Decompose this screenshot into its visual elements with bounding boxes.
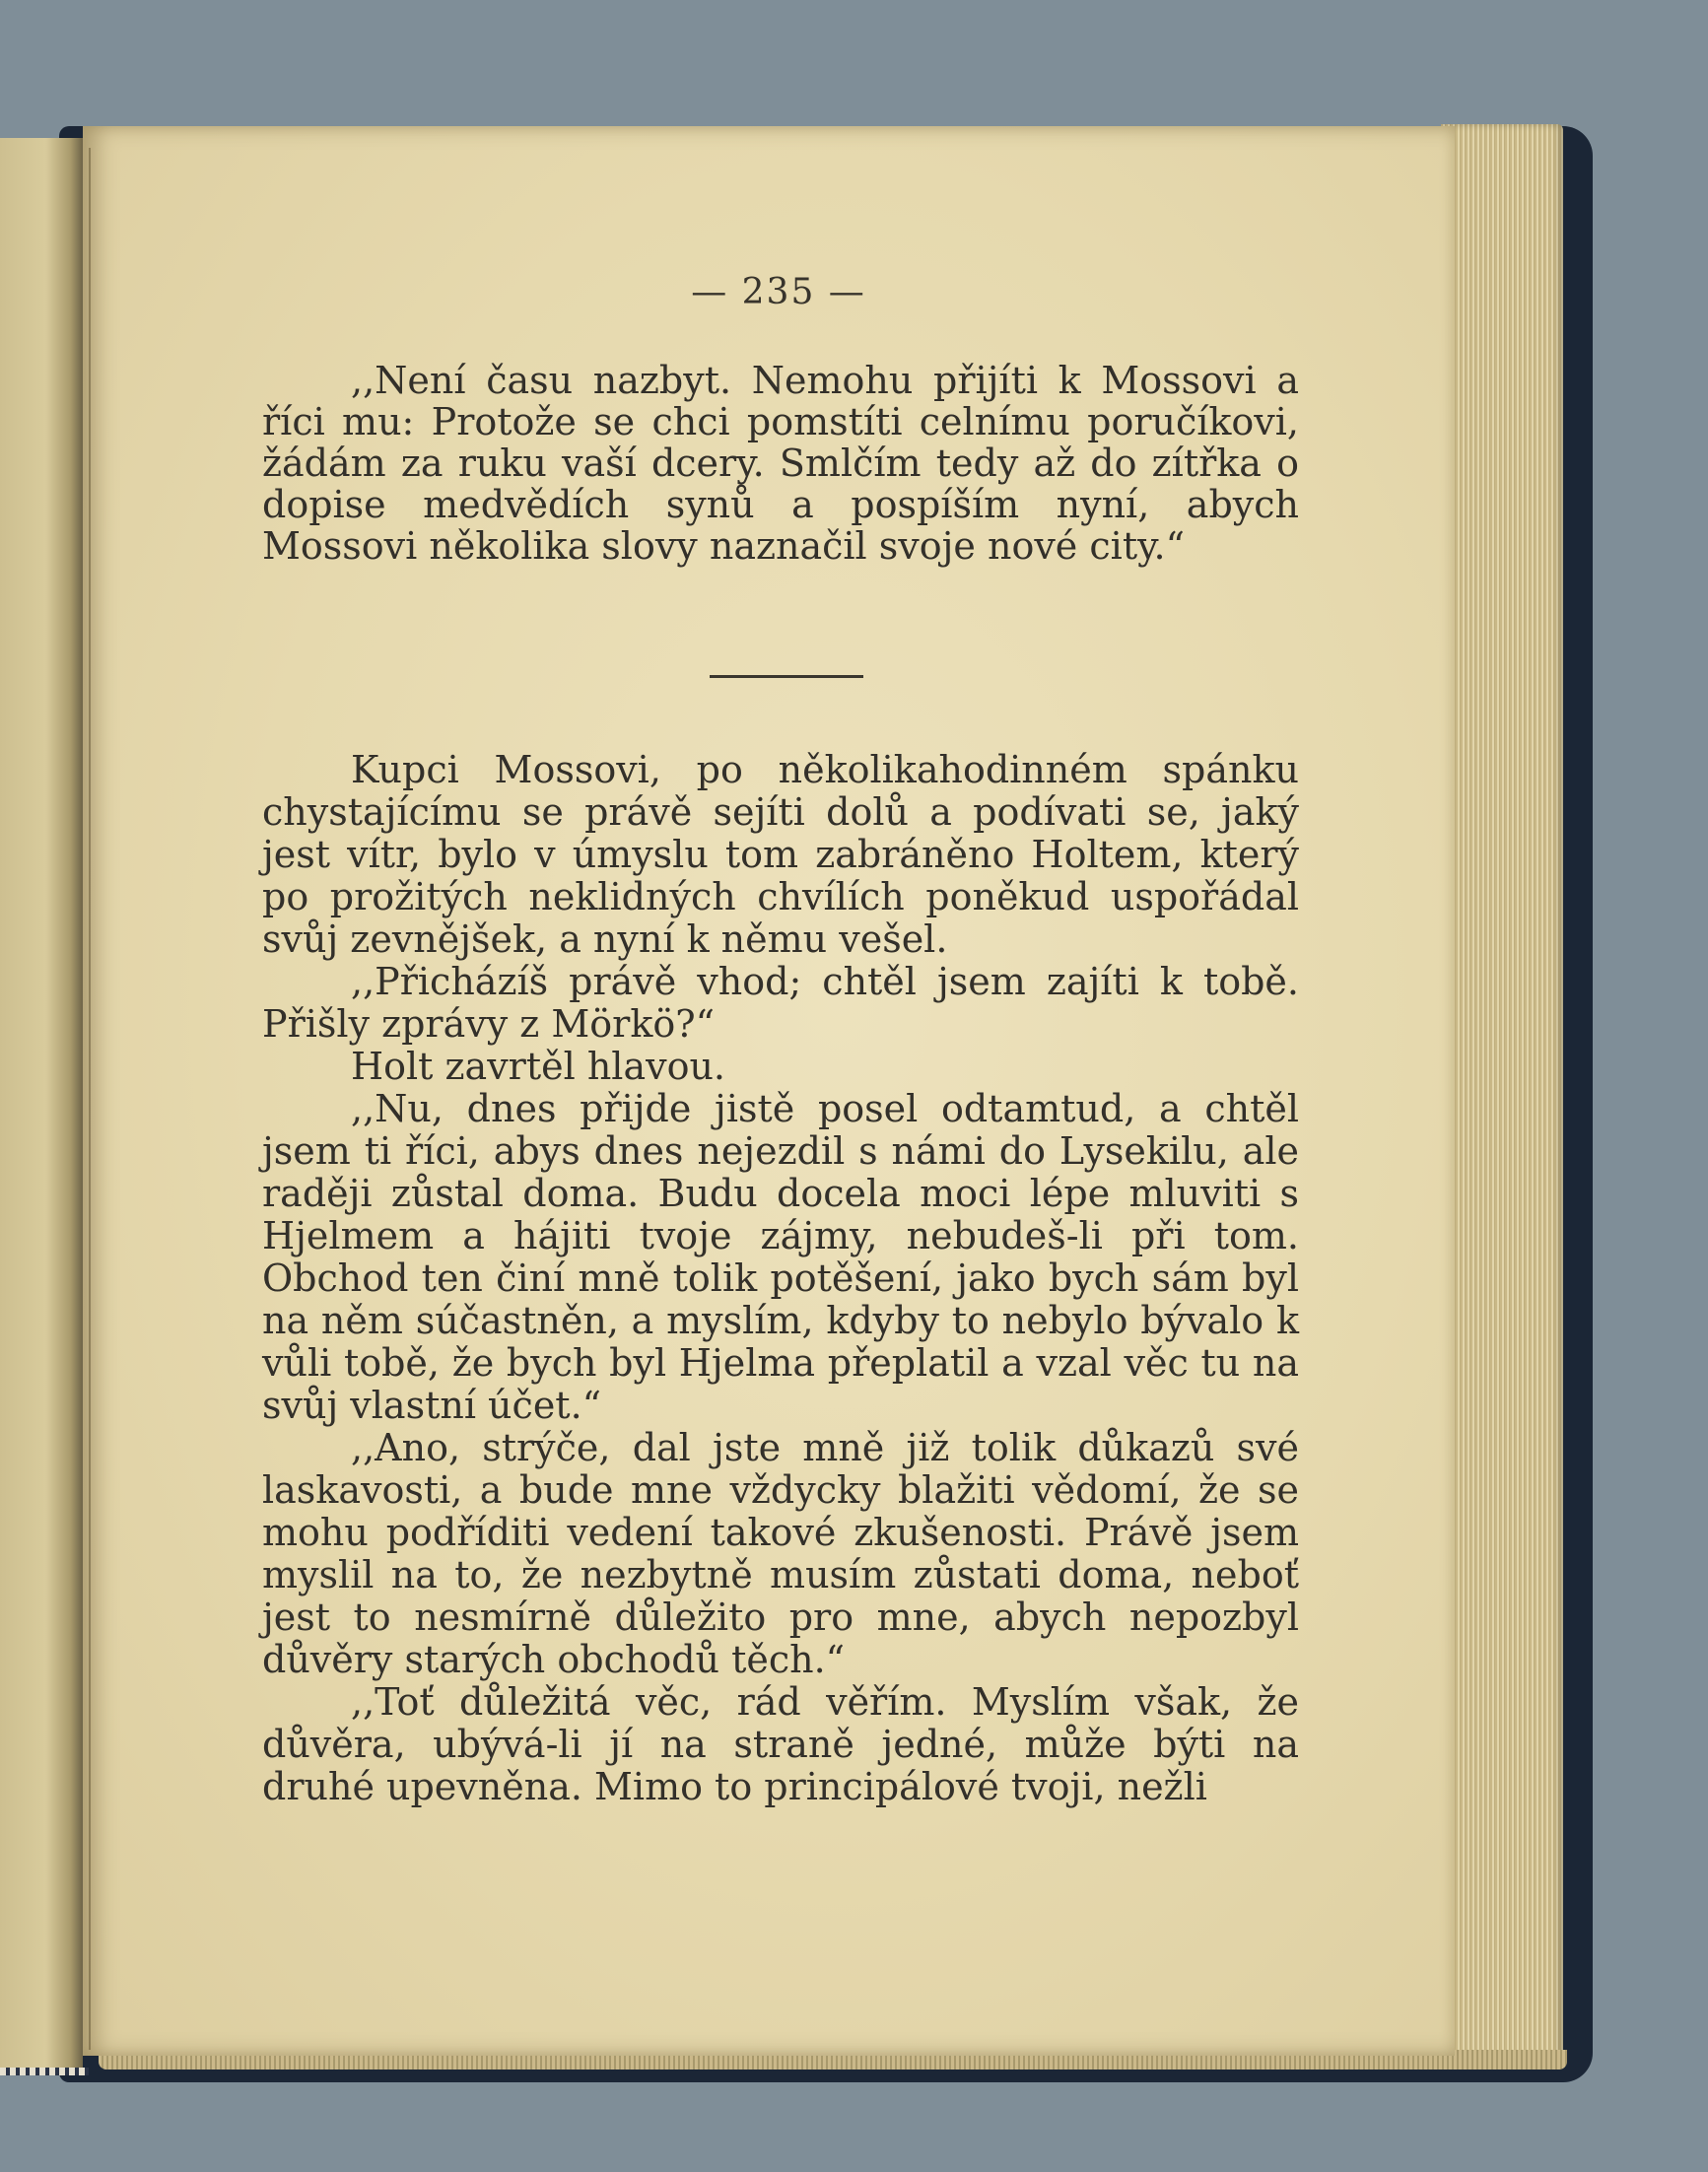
section-separator xyxy=(710,675,863,678)
paragraph: ,,Toť důležitá věc, rád věřím. Myslím však, že důvěra, ubývá-li jí na straně jedné, může býti na druhé upevněna. Mimo to principálové tvoji, nežli xyxy=(262,1680,1299,1808)
paragraph: ,,Není času nazbyt. Nemohu přijíti k Mossovi a říci mu: Protože se chci pomstíti celnímu poručíkovi, žádám za ruku vaší dcery. Smlčím tedy až do zítřka o dopise medvědích synů a pospíším nyní, abych Mossovi několika slovy naznačil svoje nové city.“ xyxy=(262,359,1299,568)
text-block-before-break xyxy=(262,360,1299,567)
paragraph: Kupci Mossovi, po několikahodinném spánku chystajícímu se právě sejíti dolů a podívati se, jaký jest vítr, bylo v úmyslu tom zabráněno Holtem, který po prožitých neklidných chvílích poněkud uspořádal svůj zevnějšek, a nyní k němu vešel. xyxy=(262,748,1299,961)
paragraph: ,,Přicházíš právě vhod; chtěl jsem zajíti k tobě. Přišly zprávy z Mörkö?“ xyxy=(262,960,1299,1046)
paragraph: Holt zavrtěl hlavou. xyxy=(351,1045,725,1088)
paragraph: ,,Ano, strýče, dal jste mně již tolik důkazů své laskavosti, a bude mne vždycky blažiti vědomí, že se mohu podříditi vedení takové zkušenosti. Právě jsem myslil na to, že nezbytně musím zůstati doma, neboť jest to nesmírně důležito pro mne, abych nepozbyl důvěry starých obchodů těch.“ xyxy=(262,1426,1299,1681)
page-stack xyxy=(1441,124,1563,2068)
left-page-bottom-edge xyxy=(0,2068,89,2075)
text-block-after-break xyxy=(262,749,1299,1808)
gutter-line xyxy=(89,148,91,2050)
page-number: — 235 — xyxy=(691,272,866,312)
paragraph: ,,Nu, dnes přijde jistě posel odtamtud, a chtěl jsem ti říci, abys dnes nejezdil s námi do Lysekilu, ale raději zůstal doma. Budu docela moci lépe mluviti s Hjelmem a hájiti tvoje zájmy, nebudeš-li při tom. Obchod ten činí mně tolik potěšení, jako bych sám byl na něm súčastněn, a myslím, kdyby to nebylo bývalo k vůli tobě, že bych byl Hjelma přeplatil a vzal věc tu na svůj vlastní účet.“ xyxy=(262,1087,1299,1427)
left-page-edge xyxy=(0,138,83,2070)
